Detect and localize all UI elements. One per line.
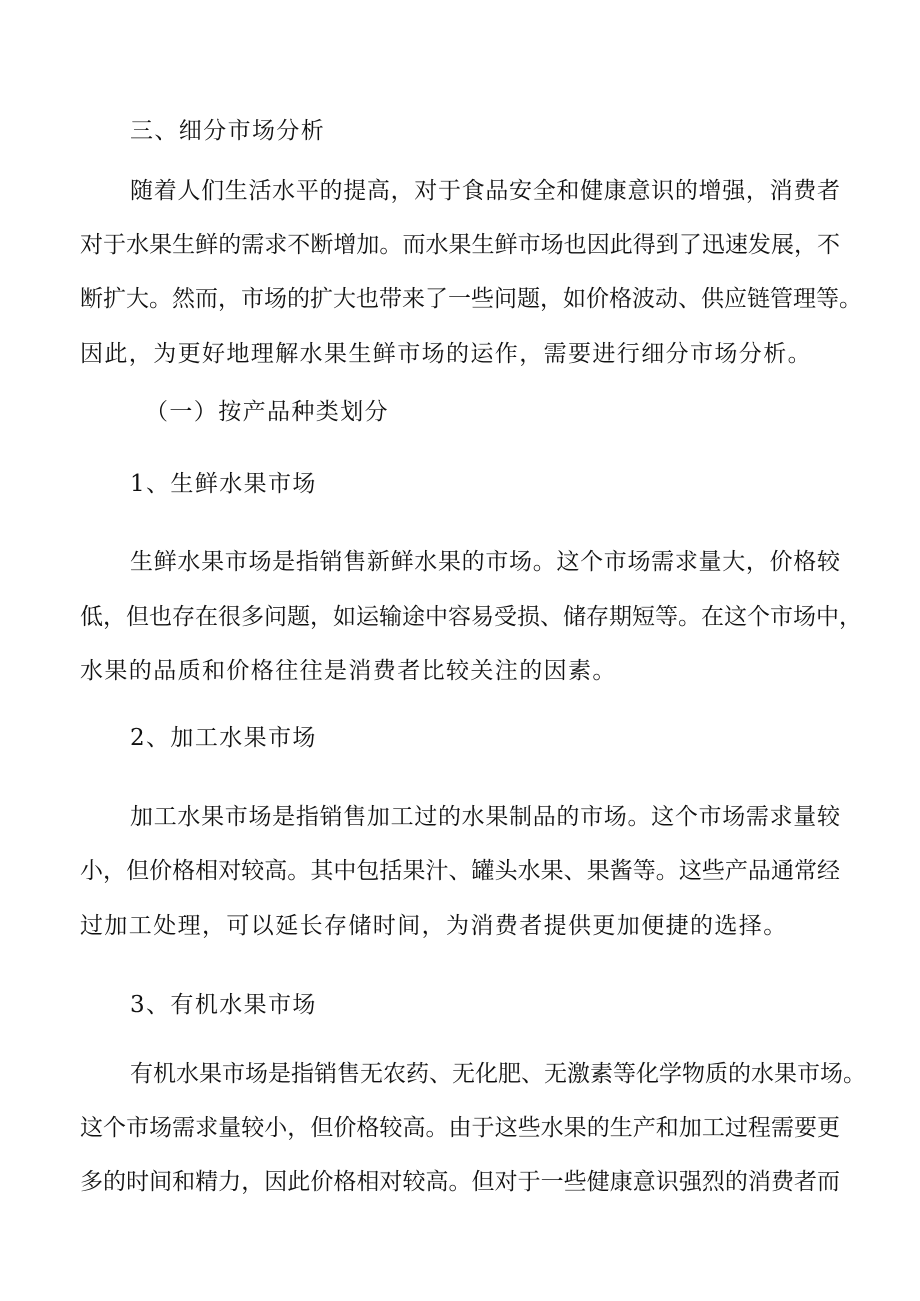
paragraph-line: 小，但价格相对较高。其中包括果汁、罐头水果、果酱等。这些产品通常经 bbox=[80, 858, 840, 884]
paragraph-line: 这个市场需求量较小，但价格较高。由于这些水果的生产和加工过程需要更 bbox=[80, 1115, 840, 1141]
paragraph-line: 随着人们生活水平的提高，对于食品安全和健康意识的增强，消费者 bbox=[130, 178, 840, 204]
paragraph-line: 水果的品质和价格往往是消费者比较关注的因素。 bbox=[80, 658, 617, 684]
item-heading: 1、生鲜水果市场 bbox=[130, 471, 317, 497]
paragraph-line: 过加工处理，可以延长存储时间，为消费者提供更加便捷的选择。 bbox=[80, 913, 788, 939]
paragraph-line: 断扩大。然而，市场的扩大也带来了一些问题，如价格波动、供应链管理等。 bbox=[80, 286, 862, 312]
item-heading: 3、有机水果市场 bbox=[130, 992, 317, 1018]
paragraph-line: 有机水果市场是指销售无农药、无化肥、无激素等化学物质的水果市场。 bbox=[130, 1061, 866, 1087]
paragraph-line: 低，但也存在很多问题，如运输途中容易受损、储存期短等。在这个市场中， bbox=[80, 604, 862, 630]
paragraph-line: 多的时间和精力，因此价格相对较高。但对于一些健康意识强烈的消费者而 bbox=[80, 1169, 840, 1195]
section-heading: 三、细分市场分析 bbox=[130, 118, 326, 144]
item-heading: 2、加工水果市场 bbox=[130, 725, 317, 751]
paragraph-line: 加工水果市场是指销售加工过的水果制品的市场。这个市场需求量较 bbox=[130, 804, 840, 830]
paragraph-line: 生鲜水果市场是指销售新鲜水果的市场。这个市场需求量大，价格较 bbox=[130, 549, 840, 575]
paragraph-line: 因此，为更好地理解水果生鲜市场的运作，需要进行细分市场分析。 bbox=[80, 341, 812, 367]
paragraph-line: 对于水果生鲜的需求不断增加。而水果生鲜市场也因此得到了迅速发展，不 bbox=[80, 232, 840, 258]
subsection-heading: （一）按产品种类划分 bbox=[145, 399, 389, 425]
